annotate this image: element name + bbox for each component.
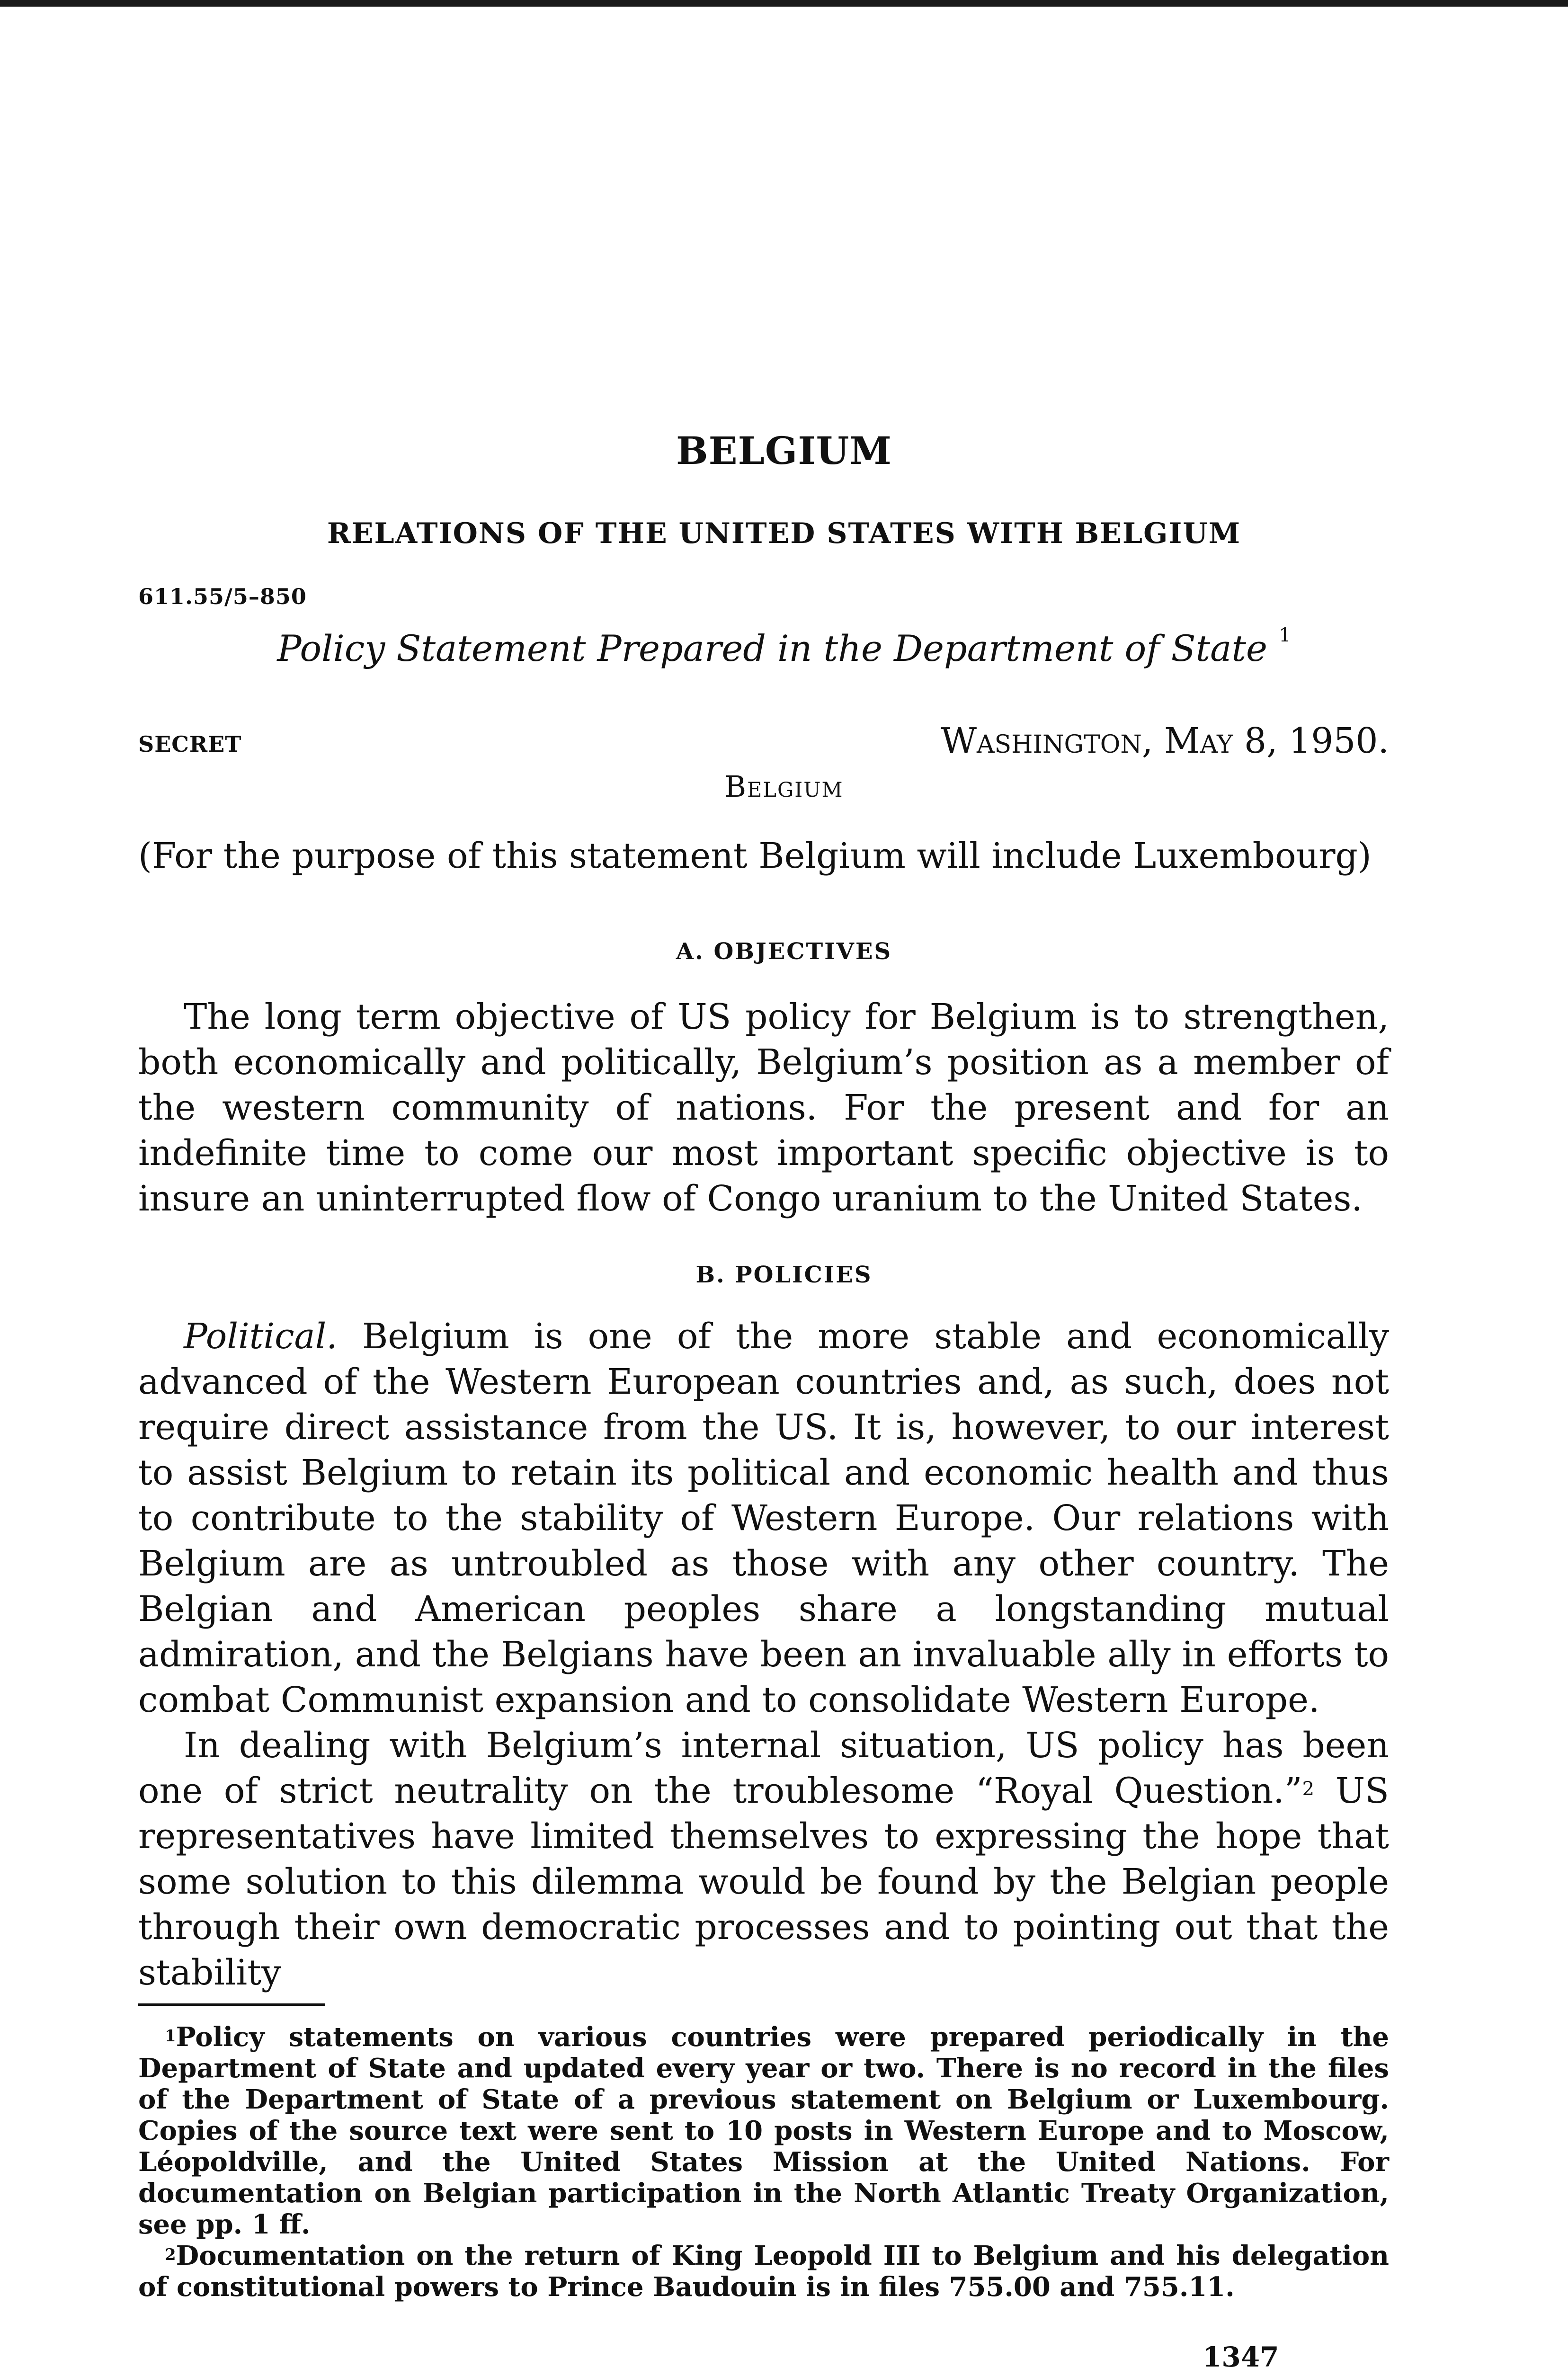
objectives-paragraph: The long term objective of US policy for Belgium is to strengthen, both economically and politically, Belgium’s position as a member of the western community of nations. For the present and for an indefinite time to come our most important specific objective is to insure an uninterrupted flow of Congo uranium to the United States. — [138, 997, 1389, 1219]
footnote-1-text: Policy statements on various countries were prepared periodically in the Department of State and updated every year or two. There is no record in the files of the Department of State of a previous statement on Belgium or Luxembourg. Copies of the source text were sent to 10 posts in Western Europe and to Moscow, Léopoldville, and the United States Mission at the United Nations. For documentation on Belgian participation in the North Atlantic Treaty Organization, see pp. 1 ff. — [138, 2021, 1389, 2240]
political-lead: Political. — [184, 1316, 338, 1357]
file-number: 611.55/5–850 — [138, 584, 307, 609]
policy-title-text: Policy Statement Prepared in the Department of State — [277, 627, 1268, 669]
country-title: BELGIUM — [676, 428, 892, 473]
classification-label: SECRET — [138, 731, 242, 757]
political-paragraph — [138, 1314, 1389, 1723]
scope-note-text: (For the purpose of this statement Belgium will include Luxembourg) — [138, 836, 1372, 876]
political-text: Belgium is one of the more stable and economically advanced of the Western European countries and, as such, does not require direct assistance from the US. It is, however, to our interest to assist Belgium to retain its political and economic health and thus to contribute to the stability of Western Europe. Our relations with Belgium are as untroubled as those with any other country. The Belgian and American peoples share a longstanding mutual admiration, and the Belgians have been an invaluable ally in efforts to combat Communist expansion and to consolidate Western Europe. — [138, 1316, 1389, 1720]
policy-statement-title — [0, 624, 1568, 669]
chapter-subtitle: RELATIONS OF THE UNITED STATES WITH BELGIUM — [327, 517, 1241, 550]
internal-situation-paragraph — [138, 1723, 1389, 1995]
page-number: 1347 — [1203, 2341, 1279, 2367]
footnote-2 — [138, 2240, 1389, 2303]
footnote-2-mark: 2 — [165, 2245, 176, 2264]
footnote-2-text: Documentation on the return of King Leopold III to Belgium and his delegation of constitutional powers to Prince Baudouin is in files 755.00 and 755.11. — [138, 2240, 1389, 2303]
section-name: Belgium — [724, 769, 844, 804]
internal-situation-text-a: In dealing with Belgium’s internal situation, US policy has been one of strict neutrality on the troublesome “Royal Question.” — [138, 1725, 1389, 1811]
footnote-divider — [138, 2003, 325, 2006]
dateline: Washington, May 8, 1950. — [940, 721, 1389, 761]
footnote-1 — [138, 2021, 1389, 2240]
policies-heading: B. POLICIES — [695, 1262, 873, 1288]
footnotes — [138, 2021, 1389, 2303]
scope-note — [138, 833, 1389, 879]
objectives-section — [138, 994, 1389, 1221]
policies-section — [138, 1314, 1389, 1995]
footnote-ref-1: 1 — [1279, 624, 1291, 646]
footnote-1-mark: 1 — [165, 2027, 176, 2046]
internal-situation-text-b: US representatives have limited themselves to expressing the hope that some solution to this dilemma would be found by the Belgian people through their own democratic processes and to pointing out that the stability — [138, 1771, 1389, 1993]
objectives-heading: A. OBJECTIVES — [676, 938, 892, 965]
footnote-ref-2: 2 — [1302, 1778, 1315, 1800]
